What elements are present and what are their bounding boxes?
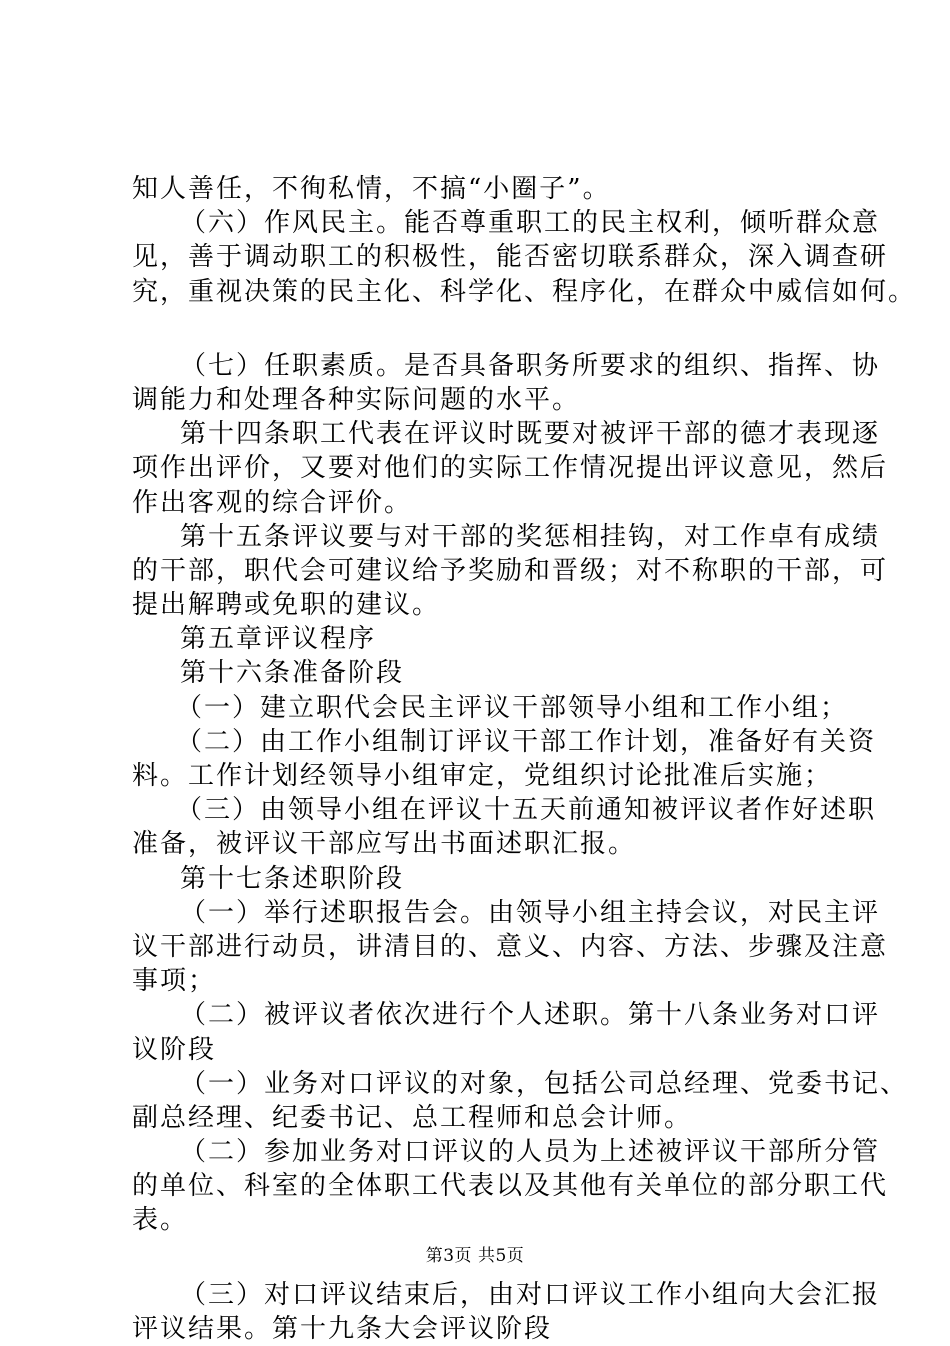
text-line: 作出客观的综合评价。 bbox=[132, 487, 413, 518]
page-number-footer: 第3页 共5页 bbox=[425, 1246, 525, 1266]
document-body bbox=[132, 172, 917, 1346]
text-line: （二）参加业务对口评议的人员为上述被评议干部所分管 bbox=[180, 1137, 881, 1168]
text-line: 表。 bbox=[132, 1205, 189, 1236]
text-line: 副总经理、纪委书记、总工程师和总会计师。 bbox=[132, 1102, 693, 1133]
text-line: 议阶段 bbox=[132, 1034, 217, 1065]
text-line: 议干部进行动员，讲清目的、意义、内容、方法、步骤及注意 bbox=[132, 931, 889, 962]
text-line: （一）业务对口评议的对象，包括公司总经理、党委书记、 bbox=[180, 1068, 909, 1099]
text-line: 事项； bbox=[132, 966, 217, 997]
article-heading: 第十六条准备阶段 bbox=[180, 658, 405, 689]
text-line: （三）对口评议结束后，由对口评议工作小组向大会汇报 bbox=[180, 1279, 881, 1310]
text-line: （二）被评议者依次进行个人述职。第十八条业务对口评 bbox=[180, 1000, 881, 1031]
text-line: （一）建立职代会民主评议干部领导小组和工作小组； bbox=[176, 692, 849, 723]
text-line: （一）举行述职报告会。由领导小组主持会议，对民主评 bbox=[180, 897, 881, 928]
paragraph-gap bbox=[132, 309, 862, 349]
text-line: （七）任职素质。是否具备职务所要求的组织、指挥、协 bbox=[180, 350, 881, 381]
text-line: 调能力和处理各种实际问题的水平。 bbox=[132, 384, 581, 415]
text-line: 准备，被评议干部应写出书面述职汇报。 bbox=[132, 829, 637, 860]
text-line: 究，重视决策的民主化、科学化、程序化，在群众中威信如何。 bbox=[132, 276, 917, 307]
text-line: （三）由领导小组在评议十五天前通知被评议者作好述职 bbox=[176, 795, 877, 826]
text-line: 评议结果。第十九条大会评议阶段 bbox=[132, 1313, 553, 1344]
text-line: 料。工作计划经领导小组审定，党组织讨论批准后实施； bbox=[132, 761, 833, 791]
text-line: 的单位、科室的全体职工代表以及其他有关单位的部分职工代 bbox=[132, 1171, 889, 1202]
text-line: 的干部，职代会可建议给予奖励和晋级；对不称职的干部，可 bbox=[132, 555, 889, 586]
text-line: （六）作风民主。能否尊重职工的民主权利，倾听群众意 bbox=[180, 208, 881, 239]
text-line: 知人善任，不徇私情，不搞“小圈子”。 bbox=[132, 174, 611, 204]
text-line: 第十五条评议要与对干部的奖惩相挂钩，对工作卓有成绩 bbox=[180, 521, 881, 552]
section-heading: 第五章评议程序 bbox=[180, 624, 377, 655]
article-heading: 第十七条述职阶段 bbox=[180, 863, 405, 894]
text-line: 提出解聘或免职的建议。 bbox=[132, 590, 441, 621]
text-line: 项作出评价，又要对他们的实际工作情况提出评议意见，然后 bbox=[132, 453, 889, 484]
text-line: （二）由工作小组制订评议干部工作计划，准备好有关资 bbox=[176, 726, 877, 757]
text-line: 第十四条职工代表在评议时既要对被评干部的德才表现逐 bbox=[180, 419, 881, 450]
text-line: 见，善于调动职工的积极性，能否密切联系群众，深入调查研 bbox=[132, 242, 889, 273]
